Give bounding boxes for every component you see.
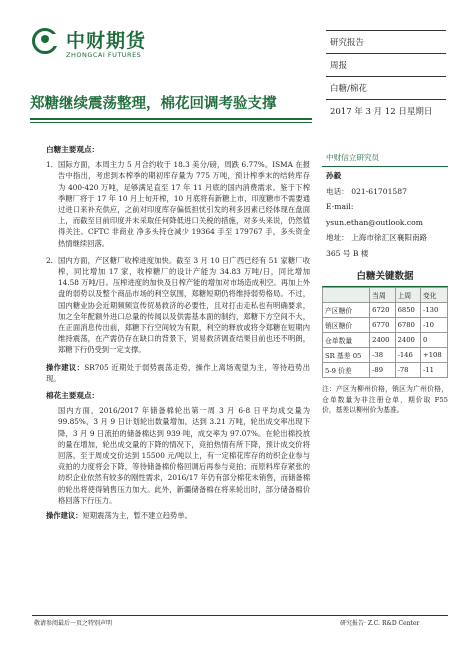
table-row: SR 基差 05 -38 -146 +108 (323, 348, 448, 363)
sugar-point-2: 2. 国内方面，产区糖厂收榨进度加快。截至 3 月 10 日广西已经有 51 家糖厂收榨，同比增加 17 家，收榨糖厂的设计产能为 34.83 万吨/日，同比增加 14.58 万吨/日。压榨进度的加快及日榨产能的增加对市场造成利空。再加上外盘的弱势以及整个商品市场的利空氛围，郑糖短期仍将维持弱势格局。不过，国内糖业协会近期频频宣传贸易救济的必要性，且对打击走私也有明确要求，加之全年配额外进口总量的传闻以及供需基本面的制约，郑糖下方空间不大，在正面消息传出前，郑糖下行空间较为有限，利空的释放或将令郑糖在短期内维持震荡，在产需仍存在缺口的背景下，贸易救济调查结果目前也还不明朗，郑糖下行仍受到一定支撑。 (46, 255, 310, 355)
table-row: 产区糖价 6720 6850 -130 (323, 303, 448, 318)
analyst-phone: 电话： 021-61701587 (326, 186, 407, 196)
report-type: 研究报告 (330, 38, 365, 48)
report-date: 2017 年 3 月 12 日星期日 (330, 107, 433, 117)
main-content (32, 138, 310, 527)
analyst-org: 中财信立研究员 (322, 150, 448, 167)
analyst-name: 孙毅 (326, 171, 342, 180)
analyst-email-label: E-mail: (326, 202, 354, 211)
sugar-point-1: 1. 国际方面，本周主力 5 月合约收于 18.3 美分/磅，周跌 6.77%。ISMA 在报告中指出，考虑到本榨季的期初库存量为 775 万吨，预计榨季末的结转库存为 400-420 万吨，足够满足直至 17 年 11 月底的国内消费需求。鉴于下榨季糖厂将于 17 年 10 月上旬开榨，10 月底将有新糖上市，印度糖市不需要通过进口来补充供应，之前对印度库存偏低担忧引发的利多因素已经体现在盘面上，而截至目前印度并未采取任何降低进口关税的措施，对多头来说，仍然值得关注。CFTC 非商业 净多头持仓减少 19364 手至 179767 手，多头资金热情继续回落。 (46, 160, 310, 248)
sugar-heading: 白糖主要观点： (46, 145, 100, 154)
report-title: 郑糖继续震荡整理，棉花回调考验支撑 (30, 96, 277, 112)
key-data-table (322, 287, 448, 378)
table-row: 仓单数量 2400 2400 0 (323, 333, 448, 348)
logo-cn-text: 中财期货 (66, 30, 147, 52)
sugar-advice: 操作建议：SR705 近期处于弱势震荡走势，操作上离场观望为主，等待趋势出现。 (46, 362, 311, 383)
analyst-address: 地址： 上海市徐汇区襄阳南路 (326, 233, 428, 242)
report-meta-box (326, 30, 446, 122)
report-commodity: 白糖/棉花 (330, 84, 367, 94)
table-row: 销区糖价 6770 6780 -10 (323, 318, 448, 333)
cotton-advice: 操作建议：短期震荡为主，暂不建立趋势单。 (46, 511, 192, 521)
logo-en-text: ZHONGCAI FUTURES (66, 51, 142, 59)
footer-rule (32, 615, 448, 616)
company-logo (32, 26, 182, 74)
table-row: 5-9 价差 -89 -78 -11 (323, 363, 448, 378)
report-frequency: 周报 (330, 61, 348, 71)
table-note: 注：产区为柳州价格，销区为广州价格，仓单数量为非注册仓单，期价取 F55 价，基差以柳州价为基准。 (322, 385, 448, 414)
footer-disclaimer: 敬请参阅最后一页之特别声明 (34, 620, 113, 627)
key-data-title: 白糖关键数据 (322, 268, 448, 287)
title-rule (30, 118, 312, 120)
cotton-heading: 棉花主要观点： (46, 391, 100, 401)
cotton-paragraph: 国内方面，2016/2017 年储备棉轮出第一周 3 月 6-8 日平均成交量为 99.85%，3 月 9 日计划轮出数量增加，达到 3.21 万吨，轮出成交率出现下降，3 月 9 日流拍的储备棉达到 939 吨，成交率为 97.07%。在轮出棉投放的量在增加，轮出成交量的下降的情况下，竞拍热情有所下降，预计成交价将回落。至于周成交价达到 15500 元/吨以上，有一定棉花库存的纺织企业参与竞拍的力度将会下降，等待储备棉价格回调后再参与竞拍；而原料库存紧张的纺织企业依然有较多的刚性需求，2016/17 年仍有部分棉花未销售，而储备棉的轮出将使得销售压力加大。此外，新疆储备棉在将来轮出时，部分储备棉价格回落下行压力。 (58, 406, 310, 505)
analyst-email[interactable]: ysun.ethan@outlook.com (326, 217, 423, 227)
table-header-row: 当周 上周 变化 (323, 288, 448, 303)
sidebar (322, 150, 448, 416)
footer-center: 研究报告· Z.C. R&D Center (340, 620, 420, 627)
analyst-address-2: 365 号 B 楼 (326, 248, 369, 258)
